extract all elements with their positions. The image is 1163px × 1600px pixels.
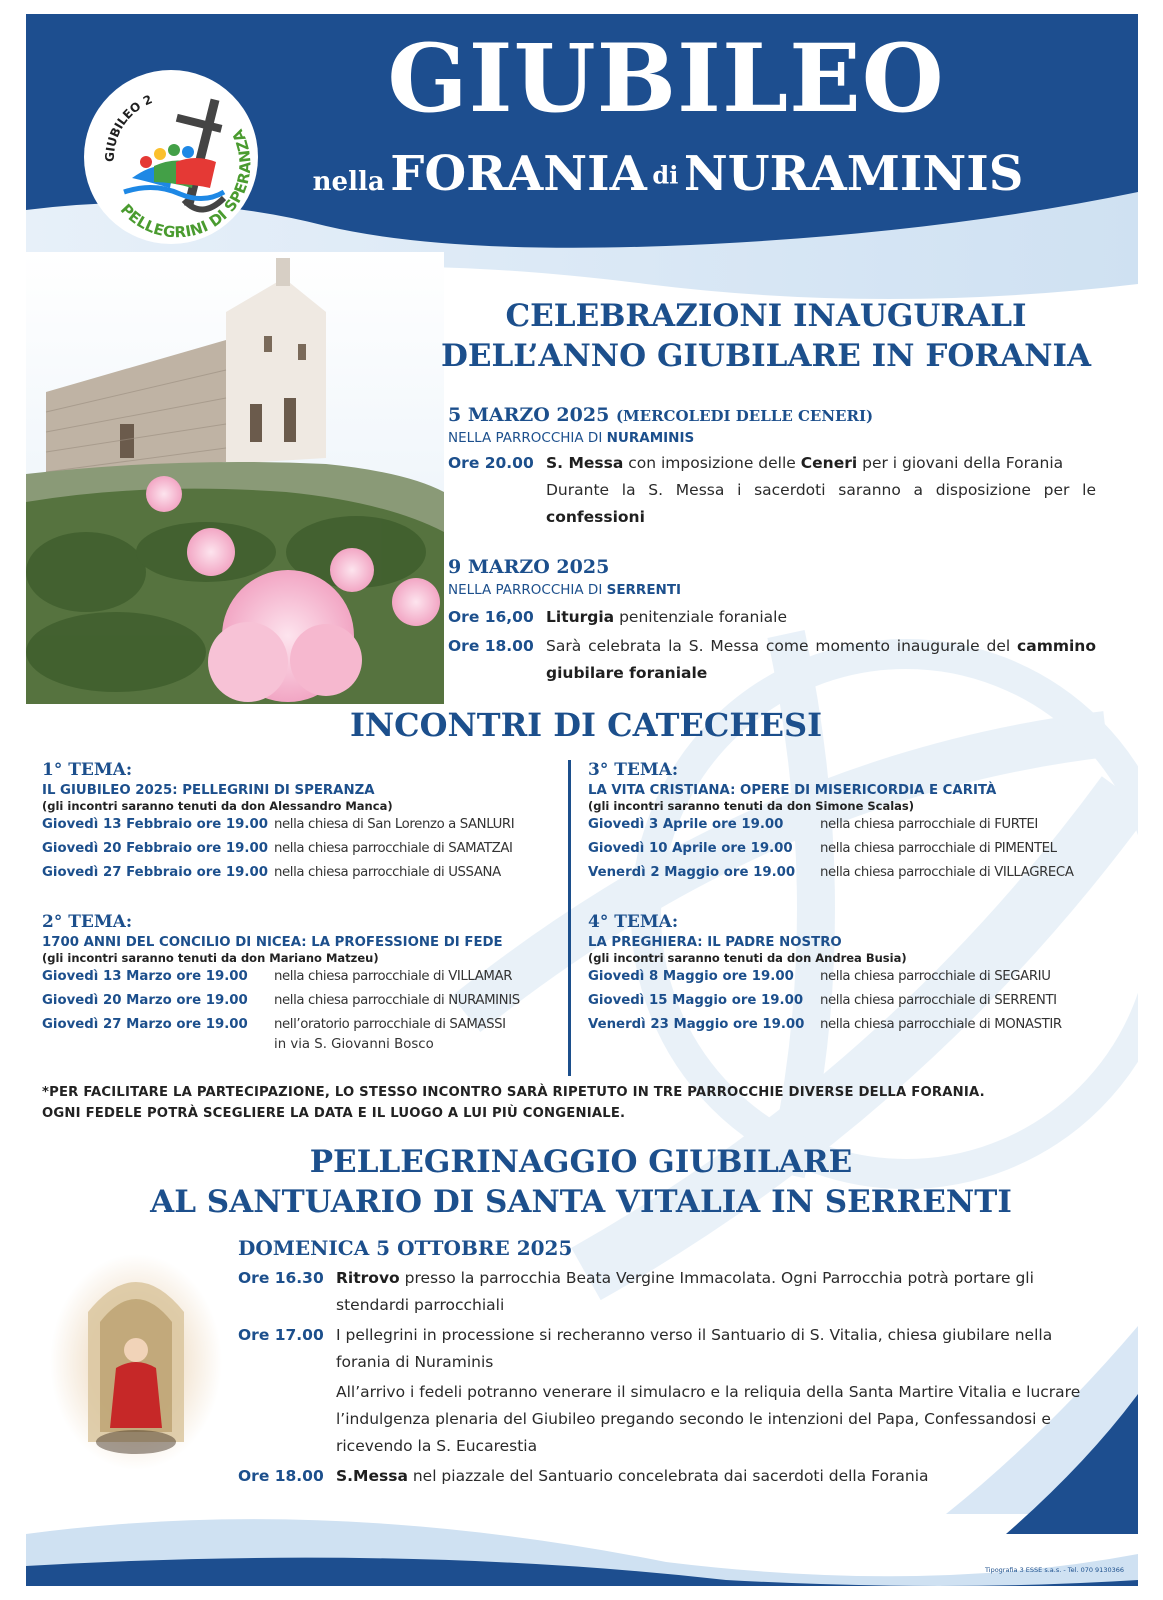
inaugural-heading-line1: CELEBRAZIONI INAUGURALI [505,298,1027,334]
day1-row2 [448,477,1096,531]
day1-row1-t2: per i giovani della Forania [857,454,1064,472]
day2-row1-bold: Liturgia [546,608,615,626]
tema-2-event [42,965,562,989]
tema-3-event [588,837,1108,861]
event-place: SEGARIU [994,969,1051,984]
tema-4-title: LA PREGHIERA: IL PADRE NOSTRO [588,935,842,950]
main-title: GIUBILEO [387,24,945,134]
day1-row1-time: Ore 20.00 [448,454,534,472]
tema-3 [588,760,1108,885]
printer-credit: Tipografia 3 ESSE s.a.s. - Tel. 070 9130366 [985,1566,1124,1574]
event-place: VILLAMAR [448,969,513,984]
pellegrinaggio-heading-line1: PELLEGRINAGGIO GIUBILARE [309,1144,853,1180]
event-location: nella chiesa parrocchiale di [820,817,995,832]
event-extra: in via S. Giovanni Bosco [274,1037,434,1052]
tema-1-label: 1° TEMA: [42,760,133,780]
day2-date: 9 MARZO 2025 [448,556,610,578]
day2-row2 [448,633,1096,687]
pellegrinaggio-body [238,1236,1098,1490]
logo-bottom-text: PELLEGRINI DI SPERANZA [116,126,255,242]
event-where [820,861,1074,885]
event-where [274,965,512,989]
event-location: nella chiesa parrocchiale di [274,969,449,984]
day1-note: (MERCOLEDI DELLE CENERI) [615,407,874,425]
svg-text:GIUBILEO 2025 [84,70,154,162]
day1-date: 5 MARZO 2025 [448,404,610,426]
event-place: PIMENTEL [994,841,1057,856]
catechesi-footnote [42,1082,1122,1124]
inaugural-heading [426,296,1106,376]
day2-row1-time: Ore 16,00 [448,608,534,626]
tema-1-event [42,837,562,861]
pell-row1-text: presso la parrocchia Beata Vergine Immacolata. Ogni Parrocchia potrà portare gli stendardi parrocchiali [336,1269,1034,1314]
event-location: nell’oratorio parrocchiale di [274,1017,450,1032]
tema-4-event [588,965,1108,989]
pell-row3 [238,1379,1098,1460]
subtitle-place: NURAMINIS [683,146,1024,202]
tema-3-event [588,813,1108,837]
jubilee-logo [84,70,258,244]
tema-1-event [42,813,562,837]
pell-row3-text: All’arrivo i fedeli potranno venerare il simulacro e la reliquia della Santa Martire Vitalia e lucrare l’indulgenza plenaria del Giubileo pregando secondo le intenzioni del Papa, Confessandosi e ricevendo la S. Eucarestia [336,1383,1081,1455]
tema-3-note: (gli incontri saranno tenuti da don Simone Scalas) [588,799,915,813]
subtitle-forania: FORANIA [390,146,647,202]
event-when: Giovedì 13 Febbraio ore 19.00 [42,817,268,832]
tema-1-event [42,861,562,885]
day2-row1-text: penitenziale foraniale [614,608,788,626]
event-when: Giovedì 20 Febbraio ore 19.00 [42,841,268,856]
subtitle [288,146,1048,202]
tema-2-label: 2° TEMA: [42,912,133,932]
logo-top-text: GIUBILEO 2 [102,92,155,163]
footnote-line1: *PER FACILITARE LA PARTECIPAZIONE, LO STESSO INCONTRO SARÀ RIPETUTO IN TRE PARROCCHIE DIVERSE DELLA FORANIA. [42,1085,985,1100]
event-place: USSANA [448,865,501,880]
tema-3-title: LA VITA CRISTIANA: OPERE DI MISERICORDIA E CARITÀ [588,783,997,798]
day1-row2-bold: confessioni [546,508,645,526]
day1-parish-prefix: NELLA PARROCCHIA DI [448,430,603,446]
tema-1-note: (gli incontri saranno tenuti da don Alessandro Manca) [42,799,393,813]
event-where [820,837,1057,861]
pellegrinaggio-date: DOMENICA 5 OTTOBRE 2025 [238,1236,573,1260]
pell-row4-time: Ore 18.00 [238,1467,324,1485]
pell-row1 [238,1265,1098,1319]
pellegrinaggio-heading [66,1142,1096,1222]
event-where [820,813,1038,837]
day1-row1-b2: Ceneri [800,454,858,472]
day2-row2-text: Sarà celebrata la S. Messa come momento inaugurale del [546,637,1018,655]
event-when: Giovedì 3 Aprile ore 19.00 [588,817,784,832]
day1-row1-t1: con imposizione delle [623,454,801,472]
event-when: Venerdì 23 Maggio ore 19.00 [588,1017,805,1032]
event-when: Giovedì 27 Marzo ore 19.00 [42,1017,248,1032]
pell-row4 [238,1463,1098,1490]
tema-4 [588,912,1108,1037]
pell-row4-text: nel piazzale del Santuario concelebrata dai sacerdoti della Forania [407,1467,929,1485]
day1-date-heading [448,404,1096,426]
event-when: Giovedì 27 Febbraio ore 19.00 [42,865,268,880]
day1-parish-name: NURAMINIS [606,430,695,446]
event-when: Venerdì 2 Maggio ore 19.00 [588,865,796,880]
event-place: SAMASSI [449,1017,506,1032]
day1-row2-text: Durante la S. Messa i sacerdoti saranno a disposizione per le [546,481,1096,499]
tema-2-event [42,1013,562,1057]
event-place: SERRENTI [994,993,1057,1008]
day2-row2-time: Ore 18.00 [448,637,534,655]
event-when: Giovedì 20 Marzo ore 19.00 [42,993,248,1008]
pell-row1-time: Ore 16.30 [238,1269,324,1287]
tema-2-title: 1700 ANNI DEL CONCILIO DI NICEA: LA PROFESSIONE DI FEDE [42,935,503,950]
day1-row1 [448,450,1096,477]
day2-parish-prefix: NELLA PARROCCHIA DI [448,582,603,598]
event-where [274,813,514,837]
event-location: nella chiesa di San Lorenzo a [274,817,460,832]
day2-parish-name: SERRENTI [606,582,682,598]
tema-2-note: (gli incontri saranno tenuti da don Mariano Matzeu) [42,951,379,965]
event-when: Giovedì 15 Maggio ore 19.00 [588,993,804,1008]
day1-parish [448,430,1096,446]
event-location: nella chiesa parrocchiale di [820,969,995,984]
tema-2 [42,912,562,1057]
event-where [820,965,1051,989]
event-location: nella chiesa parrocchiale di [820,993,995,1008]
pell-row2-time: Ore 17.00 [238,1326,324,1344]
tema-1 [42,760,562,885]
catechesi-divider [568,760,571,1076]
event-location: nella chiesa parrocchiale di [820,1017,995,1032]
event-when: Giovedì 8 Maggio ore 19.00 [588,969,794,984]
inaugural-day1 [448,404,1096,531]
event-place: NURAMINIS [448,993,520,1008]
pellegrinaggio-heading-line2: AL SANTUARIO DI SANTA VITALIA IN SERRENTI [150,1184,1012,1220]
event-when: Giovedì 10 Aprile ore 19.00 [588,841,793,856]
event-location: nella chiesa parrocchiale di [820,841,995,856]
pell-row4-bold: S.Messa [336,1467,408,1485]
day2-row2-bold: cammino giubilare foraniale [546,637,1096,682]
event-place: SAMATZAI [448,841,513,856]
pell-row1-bold: Ritrovo [336,1269,400,1287]
footnote-line2: OGNI FEDELE POTRÀ SCEGLIERE LA DATA E IL LUOGO A LUI PIÙ CONGENIALE. [42,1106,626,1121]
event-location: nella chiesa parrocchiale di [820,865,995,880]
subtitle-nella: nella [312,167,385,197]
event-place: SANLURI [459,817,515,832]
event-where [820,989,1057,1013]
catechesi-heading: INCONTRI DI CATECHESI [349,706,823,744]
jubilee-logo-graphic [84,70,258,244]
church-illustration [26,252,444,704]
day1-row1-b1: S. Messa [546,454,624,472]
tema-4-event [588,1013,1108,1037]
santa-vitalia-image [48,1252,224,1472]
event-location: nella chiesa parrocchiale di [274,865,449,880]
tema-3-event [588,861,1108,885]
day2-row1 [448,604,1096,631]
event-location: nella chiesa parrocchiale di [274,841,449,856]
event-where [274,837,513,861]
tema-3-label: 3° TEMA: [588,760,679,780]
event-place: MONASTIR [994,1017,1062,1032]
tema-4-label: 4° TEMA: [588,912,679,932]
event-when: Giovedì 13 Marzo ore 19.00 [42,969,248,984]
inaugural-day2 [448,556,1096,687]
event-place: VILLAGRECA [994,865,1074,880]
event-where [274,989,520,1013]
event-where [274,861,501,885]
event-place: FURTEI [994,817,1038,832]
tema-4-note: (gli incontri saranno tenuti da don Andrea Busia) [588,951,907,965]
day2-parish [448,582,1096,598]
poster [26,14,1138,1586]
pell-row2 [238,1322,1098,1376]
event-location: nella chiesa parrocchiale di [274,993,449,1008]
event-where [820,1013,1062,1037]
subtitle-di: di [652,160,679,190]
tema-1-title: IL GIUBILEO 2025: PELLEGRINI DI SPERANZA [42,783,375,798]
tema-2-event [42,989,562,1013]
inaugural-heading-line2: DELL’ANNO GIUBILARE IN FORANIA [440,338,1092,374]
pell-row2-text: I pellegrini in processione si recheranno verso il Santuario di S. Vitalia, chiesa giubilare nella forania di Nuraminis [336,1326,1053,1371]
tema-4-event [588,989,1108,1013]
